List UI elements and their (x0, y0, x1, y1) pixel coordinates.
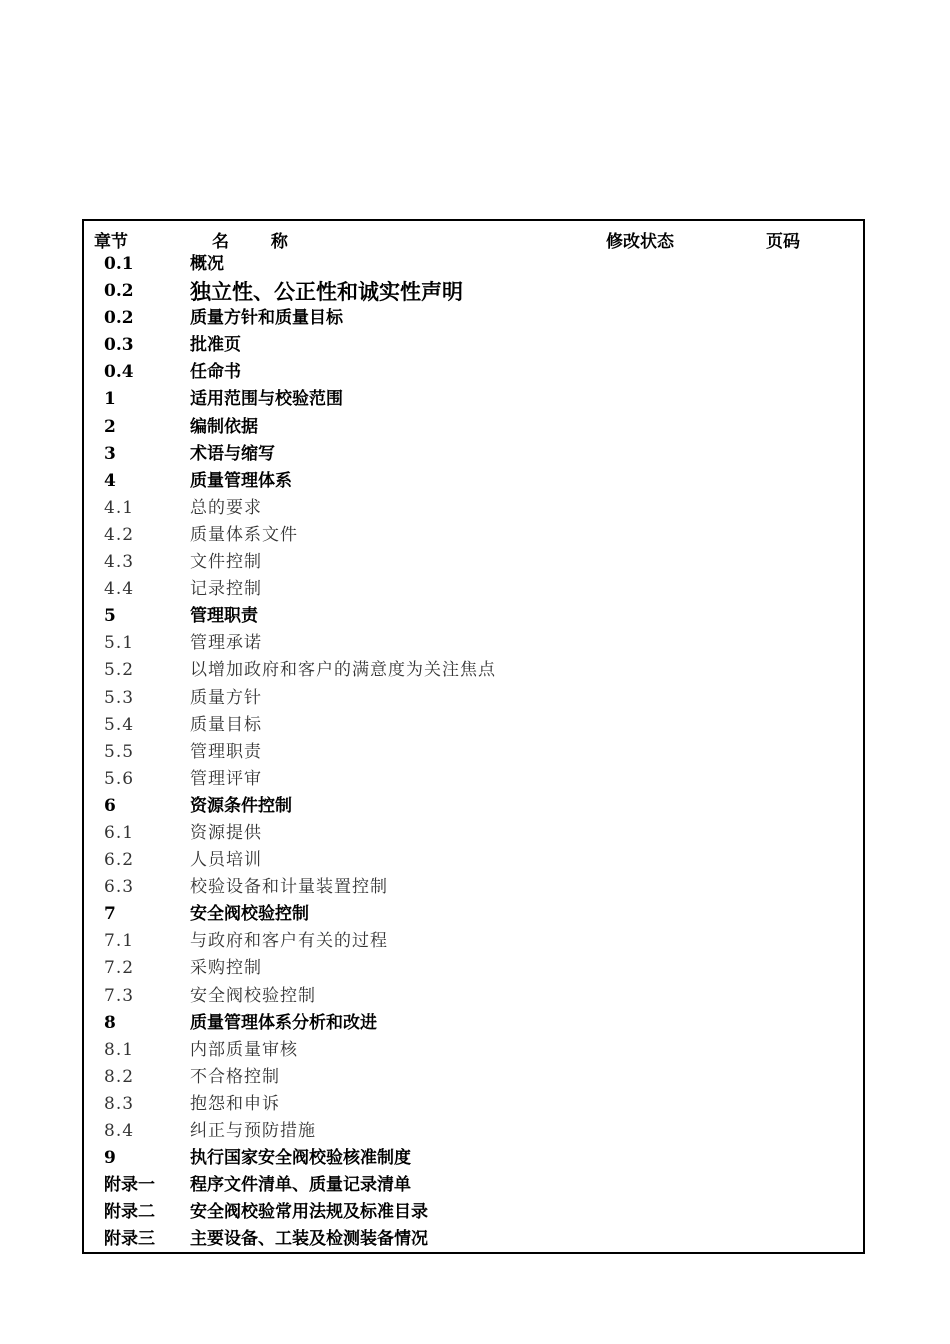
toc-row-title: 批准页 (190, 335, 241, 356)
toc-row-number: 4.1 (104, 497, 135, 518)
toc-row-title: 内部质量审核 (190, 1039, 298, 1060)
toc-row-number: 6 (104, 795, 116, 816)
toc-row-number: 5.1 (104, 633, 135, 654)
toc-row (84, 820, 863, 847)
toc-row (84, 522, 863, 549)
toc-row (84, 874, 863, 901)
toc-row (84, 766, 863, 793)
toc-row-number: 5.6 (104, 768, 135, 789)
toc-row (84, 332, 863, 359)
toc-row-title: 管理职责 (190, 606, 258, 627)
toc-row-title: 安全阀校验控制 (190, 985, 316, 1006)
toc-row-title: 管理职责 (190, 741, 262, 762)
toc-row-number: 8.3 (104, 1093, 135, 1114)
toc-row (84, 1172, 863, 1199)
toc-row (84, 901, 863, 928)
toc-row (84, 657, 863, 684)
toc-row-number: 8.1 (104, 1039, 135, 1060)
toc-row (84, 983, 863, 1010)
toc-row-title: 任命书 (190, 362, 241, 383)
toc-row-number: 6.2 (104, 850, 135, 871)
toc-row-number: 0.1 (104, 254, 134, 274)
toc-row (84, 305, 863, 332)
toc-row-number: 2 (104, 416, 116, 437)
toc-row-title: 独立性、公正性和诚实性声明 (190, 279, 463, 305)
toc-row-title: 不合格控制 (190, 1066, 280, 1087)
toc-row-title: 质量体系文件 (190, 524, 298, 545)
toc-row-title: 执行国家安全阀校验核准制度 (190, 1148, 411, 1169)
toc-row-number: 9 (104, 1148, 116, 1169)
toc-row (84, 359, 863, 386)
toc-row-number: 7.3 (104, 985, 135, 1006)
toc-row (84, 847, 863, 874)
toc-row (84, 386, 863, 413)
toc-row-title: 纠正与预防措施 (190, 1121, 316, 1141)
toc-header-row (84, 227, 863, 251)
toc-row-number: 7.1 (104, 931, 135, 952)
toc-row (84, 1064, 863, 1091)
toc-row (84, 468, 863, 495)
toc-row-number: 8.4 (104, 1121, 135, 1141)
toc-row-number: 8 (104, 1012, 116, 1033)
toc-row (84, 603, 863, 630)
toc-row-title: 管理评审 (190, 768, 262, 789)
toc-row (84, 1118, 863, 1145)
toc-row-number: 0.4 (104, 362, 134, 383)
toc-row (84, 1145, 863, 1172)
toc-row-title: 术语与缩写 (190, 443, 275, 464)
toc-row-number: 5 (104, 606, 116, 627)
toc-row-number: 0.3 (104, 335, 134, 356)
toc-row (84, 251, 863, 278)
toc-row (84, 414, 863, 441)
toc-row (84, 441, 863, 468)
toc-row (84, 630, 863, 657)
toc-row-number: 4.4 (104, 579, 135, 600)
toc-row-number: 6.1 (104, 822, 135, 843)
toc-row (84, 1226, 863, 1253)
toc-row-number: 3 (104, 443, 116, 464)
toc-row-title: 资源提供 (190, 822, 262, 843)
toc-row-title: 文件控制 (190, 552, 262, 573)
toc-row-title: 安全阀校验控制 (190, 904, 309, 925)
toc-row (84, 793, 863, 820)
toc-row-title: 人员培训 (190, 850, 262, 871)
toc-row-title: 编制依据 (190, 416, 258, 437)
header-page: 页码 (766, 232, 800, 252)
toc-row-number: 0.2 (104, 281, 134, 302)
toc-row (84, 495, 863, 522)
toc-row-number: 4.2 (104, 524, 135, 545)
toc-rows (84, 251, 863, 1253)
toc-row-title: 概况 (190, 254, 224, 274)
toc-row-number: 6.3 (104, 877, 135, 898)
toc-row-number: 附录一 (104, 1175, 155, 1196)
toc-row-title: 主要设备、工装及检测装备情况 (190, 1229, 428, 1250)
toc-row-number: 附录三 (104, 1229, 155, 1250)
toc-row-title: 质量方针 (190, 687, 262, 708)
toc-row (84, 739, 863, 766)
toc-row (84, 1010, 863, 1037)
toc-row-title: 与政府和客户有关的过程 (190, 931, 388, 952)
toc-row-title: 质量管理体系 (190, 470, 292, 491)
toc-row (84, 1037, 863, 1064)
toc-row (84, 712, 863, 739)
toc-row-title: 记录控制 (190, 579, 262, 600)
toc-row-title: 安全阀校验常用法规及标准目录 (190, 1202, 428, 1223)
toc-row-title: 校验设备和计量装置控制 (190, 877, 388, 898)
toc-row (84, 278, 863, 305)
toc-row-number: 4 (104, 470, 116, 491)
toc-row (84, 576, 863, 603)
toc-row-title: 质量方针和质量目标 (190, 308, 343, 329)
toc-row (84, 928, 863, 955)
toc-row-title: 以增加政府和客户的满意度为关注焦点 (190, 660, 496, 681)
toc-row (84, 955, 863, 982)
toc-row-number: 5.4 (104, 714, 135, 735)
toc-row-number: 5.2 (104, 660, 135, 681)
toc-row-number: 0.2 (104, 308, 134, 329)
toc-row-title: 适用范围与校验范围 (190, 389, 343, 410)
toc-row-title: 质量目标 (190, 714, 262, 735)
toc-row (84, 685, 863, 712)
toc-row-number: 5.5 (104, 741, 135, 762)
toc-row-number: 附录二 (104, 1202, 155, 1223)
toc-row-title: 采购控制 (190, 958, 262, 979)
header-status: 修改状态 (606, 232, 674, 252)
toc-row-number: 7.2 (104, 958, 135, 979)
header-chapter: 章节 (94, 232, 128, 252)
toc-row-title: 资源条件控制 (190, 795, 292, 816)
toc-row-number: 8.2 (104, 1066, 135, 1087)
toc-row-number: 7 (104, 904, 116, 925)
toc-row-title: 质量管理体系分析和改进 (190, 1012, 377, 1033)
toc-row-title: 抱怨和申诉 (190, 1093, 280, 1114)
toc-row-title: 管理承诺 (190, 633, 262, 654)
toc-row-title: 程序文件清单、质量记录清单 (190, 1175, 411, 1196)
toc-row-number: 4.3 (104, 552, 135, 573)
toc-row-title: 总的要求 (190, 497, 262, 518)
header-name: 名 称 (212, 232, 306, 252)
toc-row (84, 1091, 863, 1118)
toc-row (84, 549, 863, 576)
toc-row (84, 1199, 863, 1226)
toc-row-number: 5.3 (104, 687, 135, 708)
toc-row-number: 1 (104, 389, 116, 410)
table-of-contents (82, 219, 865, 1254)
